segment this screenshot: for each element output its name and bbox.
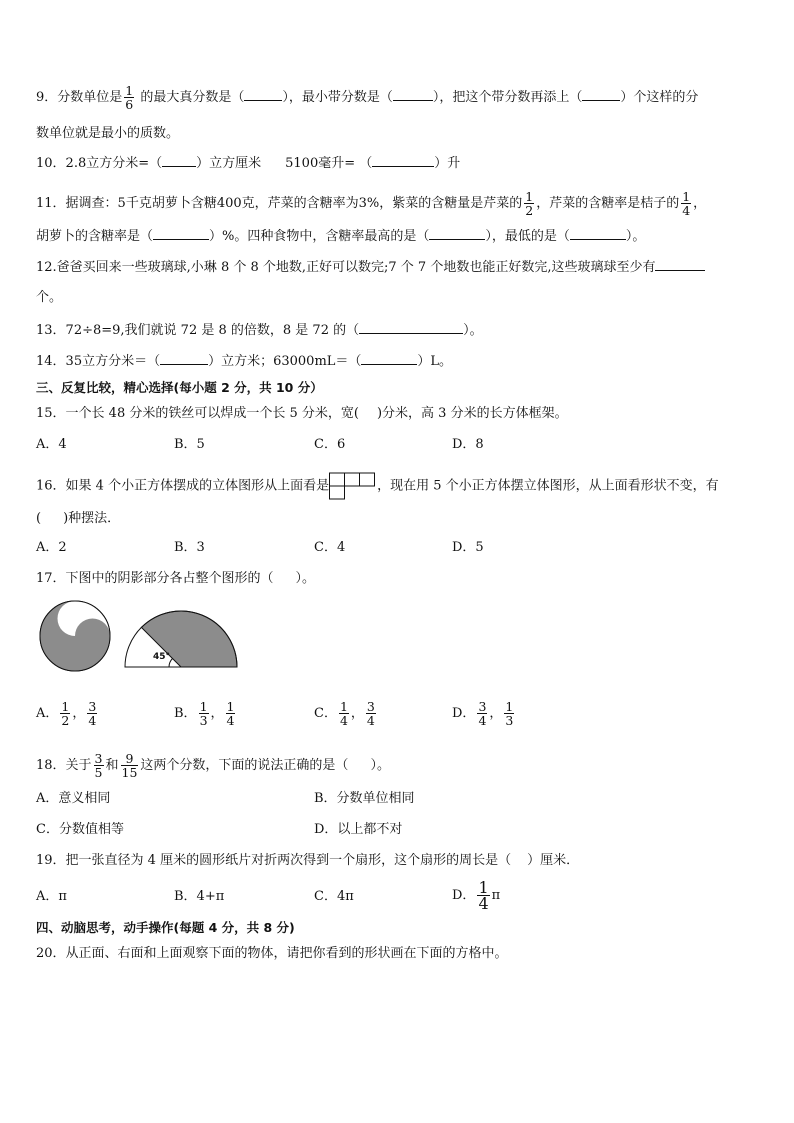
answer-blank[interactable] [393,88,433,101]
fraction-3-5 [94,752,104,779]
frac-num: 1 [505,699,514,714]
q19-option-b[interactable]: B．4+π [174,889,225,904]
q17-text-a: 17．下图中的阴影部分各占整个图形的（ [36,571,274,586]
question-11-line-1 [36,190,706,217]
question-13 [36,321,483,341]
answer-blank[interactable] [359,321,463,334]
angle-label: 45° [153,652,171,662]
separator: ， [489,706,503,721]
q16-option-a[interactable]: A．2 [36,540,67,555]
q11-text-a: 11．据调查：5千克胡萝卜含糖400克，芹菜的含糖率为3%，紫菜的含糖量是芹菜的 [36,196,523,211]
fraction-1-4 [477,880,489,911]
frac-num: 9 [121,752,139,766]
q19-text-a: 19．把一张直径为 4 厘米的圆形纸片对折两次得到一个扇形，这个扇形的周长是（ [36,853,512,868]
q16-text-d: )种摆法． [63,511,121,526]
answer-blank[interactable] [160,352,208,365]
option-label: A． [36,706,59,721]
answer-blank[interactable] [582,88,620,101]
frac-num: 1 [61,699,70,714]
frac-num: 1 [339,699,348,714]
q11-text-c: ， [693,196,707,211]
question-16-line-2 [36,509,120,529]
frac-num: 1 [199,699,208,714]
fraction-9-15 [121,752,139,779]
frac-den: 15 [121,765,138,780]
fraction [199,700,209,727]
section-3-heading: 三、反复比较，精心选择(每小题 2 分，共 10 分） [36,380,323,395]
q15-text-b: )分米，高 3 分米的长方体框架。 [376,406,568,421]
question-11-line-2 [36,227,645,247]
separator: ， [210,706,224,721]
frac-num: 1 [478,878,489,897]
q9-text-b: 的最大真分数是（ [140,90,245,105]
fraction [87,700,97,727]
separator: ， [350,706,364,721]
q9-text-a: 9．分数单位是 [36,90,123,105]
q9-text-d: ），把这个带分数再添上（ [432,90,583,105]
option-label: D． [452,888,476,903]
fraction [366,700,376,727]
q11-text-e: ）%。四种食物中，含糖率最高的是（ [209,229,430,244]
section-4-heading: 四、动脑思考，动手操作(每题 4 分，共 8 分) [36,920,295,935]
question-20: 20．从正面、右面和上面观察下面的物体，请把你看到的形状画在下面的方格中。 [36,946,508,961]
question-17 [36,569,315,589]
frac-num: 3 [478,699,487,714]
q19-text-b: ）厘米． [527,853,580,868]
q17-option-c[interactable] [314,700,378,727]
frac-num: 1 [682,189,691,204]
shade-bottom-left [40,636,92,671]
q11-text-d: 胡萝卜的含糖率是（ [36,229,154,244]
q15-option-a[interactable]: A．4 [36,437,67,452]
q16-option-c[interactable]: C．4 [314,540,346,555]
frac-num: 3 [94,751,103,766]
q17-text-b: ）。 [295,571,316,586]
q10-text-c: 5100毫升= （ [285,156,373,171]
answer-blank[interactable] [244,88,282,101]
q17-option-d[interactable] [452,700,516,727]
q19-option-d[interactable] [452,880,500,911]
frac-den: 4 [682,203,691,218]
top-view-squares-icon [329,472,377,500]
q16-option-b[interactable]: B．3 [174,540,205,555]
frac-den: 4 [339,713,348,728]
fraction [339,700,349,727]
semicircle-sector-figure [122,610,244,670]
separator: ， [72,706,86,721]
question-9-line-1 [36,84,698,111]
q16-text-a: 16．如果 4 个小正方体摆成的立体图形从上面看是 [36,478,330,494]
frac-den: 4 [478,713,487,728]
q18-option-d[interactable]: D．以上都不对 [314,822,403,837]
question-12-line-2: 个。 [36,290,63,305]
q19-option-a[interactable]: A．π [36,889,67,904]
q11-text-g: ）。 [625,229,646,244]
q9-text-c: ），最小带分数是（ [282,90,393,105]
question-9-line-2: 数单位就是最小的质数。 [36,126,180,141]
fraction [226,700,236,727]
option-label: B． [174,706,197,721]
q18-text-c: 这两个分数，下面的说法正确的是（ [140,758,349,773]
q11-text-b: ，芹菜的含糖率是桔子的 [536,196,680,211]
frac-num: 3 [366,699,375,714]
q13-text-a: 13．72÷8=9,我们就说 72 是 8 的倍数，8 是 72 的（ [36,323,360,338]
question-15 [36,404,568,424]
frac-num: 1 [525,189,534,204]
answer-blank[interactable] [372,154,434,167]
q11-text-f: ），最低的是（ [485,229,570,244]
frac-num: 1 [226,699,235,714]
circle-pinwheel-figure [38,600,116,674]
q13-text-b: ）。 [463,323,483,338]
fraction [504,700,514,727]
q14-text-b: ）立方米；63000mL＝（ [208,354,362,369]
question-16-line-1 [36,472,719,500]
q18-text-a: 18．关于 [36,758,92,773]
q9-text-e: ）个这样的分 [620,90,699,105]
frac-den: 4 [366,713,375,728]
frac-den: 4 [226,713,235,728]
q16-text-c: ( [36,511,42,526]
q16-text-b: ，现在用 5 个小正方体摆立体图形，从上面看形状不变，有 [377,478,719,494]
answer-blank[interactable] [153,227,209,240]
q18-text-d: ）。 [370,758,390,773]
q17-option-a[interactable] [36,700,99,727]
frac-den: 2 [525,203,534,218]
fraction-1-4 [681,190,691,217]
q18-option-c[interactable]: C．分数值相等 [36,822,124,837]
frac-den: 3 [505,713,514,728]
question-19 [36,851,579,871]
frac-den: 5 [94,765,103,780]
q19-option-c[interactable]: C．4π [314,889,354,904]
q10-text-b: ）立方厘米 [196,156,262,171]
q18-option-a[interactable]: A．意义相同 [36,791,111,806]
q15-text-a: 15．一个长 48 分米的铁丝可以焊成一个长 5 分米，宽( [36,406,359,421]
question-12-line-1 [36,258,705,278]
frac-num: 1 [125,83,134,98]
q18-text-b: 和 [105,758,119,773]
option-label: C． [314,706,337,721]
answer-blank[interactable] [361,352,417,365]
frac-den: 3 [199,713,208,728]
frac-den: 6 [125,97,134,112]
question-18 [36,752,390,779]
frac-num: 3 [88,699,97,714]
fraction [60,700,70,727]
option-label: D． [452,706,476,721]
answer-blank[interactable] [429,227,485,240]
q15-option-b[interactable]: B．5 [174,437,205,452]
answer-blank[interactable] [162,154,196,167]
fraction-1-2 [524,190,534,217]
q16-option-d[interactable]: D．5 [452,540,484,555]
answer-blank[interactable] [655,258,705,271]
frac-den: 4 [88,713,97,728]
frac-den: 2 [61,713,70,728]
q14-text-c: ）L。 [417,354,453,369]
fraction [477,700,487,727]
pi-suffix: π [491,888,501,903]
q15-option-c[interactable]: C．6 [314,437,346,452]
q10-text-a: 10．2.8立方分米=（ [36,156,163,171]
fraction-1-6 [124,84,134,111]
frac-den: 4 [478,894,489,913]
q17-option-b[interactable] [174,700,237,727]
q18-option-b[interactable]: B．分数单位相同 [314,791,415,806]
q10-text-d: ）升 [434,156,461,171]
answer-blank[interactable] [570,227,626,240]
q12-text-a: 12.爸爸买回来一些玻璃球,小琳 8 个 8 个地数,正好可以数完;7 个 7 个地数也能正好数完,这些玻璃球至少有 [36,260,656,275]
question-10 [36,154,460,174]
q14-text-a: 14．35立方分米＝（ [36,354,161,369]
q15-option-d[interactable]: D．8 [452,437,484,452]
question-14 [36,352,452,372]
